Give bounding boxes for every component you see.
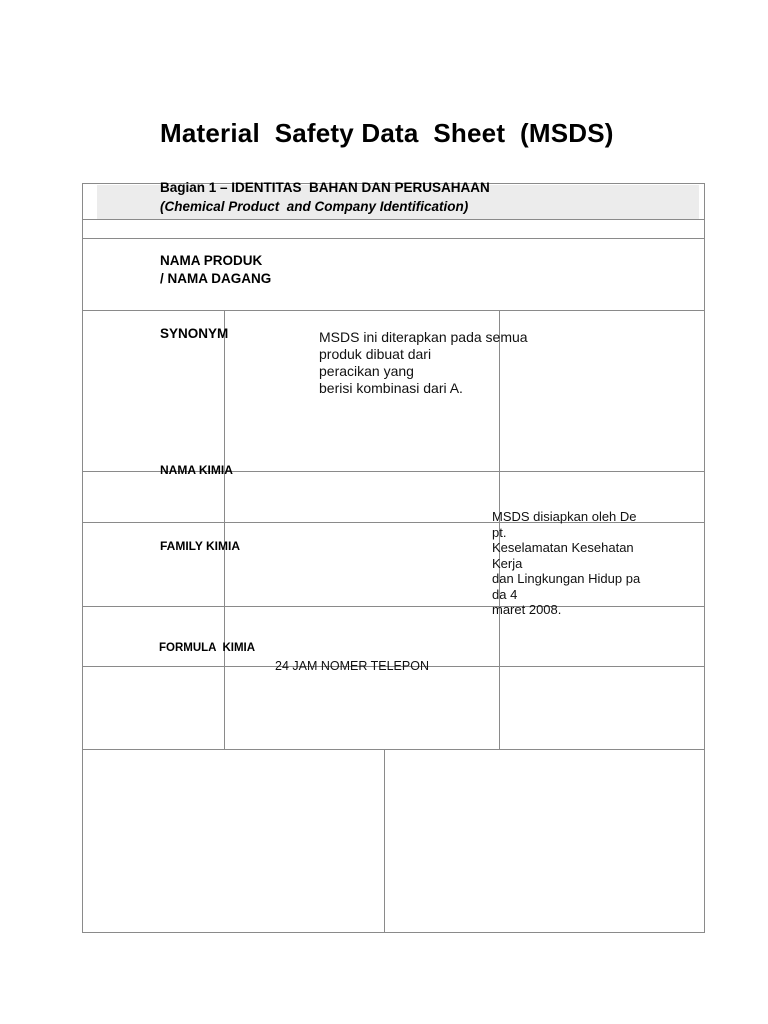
note-line: MSDS disiapkan oleh De [492, 509, 637, 524]
trade-name-label: / NAMA DAGANG [160, 271, 272, 286]
note-line: pt. [492, 524, 507, 540]
table-bottom-border [82, 932, 704, 933]
note-line: produk dibuat dari [319, 346, 432, 362]
emergency-phone-label: 24 JAM NOMER TELEPON [275, 659, 429, 673]
synonym-label: SYNONYM [160, 326, 229, 341]
column-divider [384, 749, 385, 932]
note-line: dan Lingkungan Hidup pa [492, 571, 641, 586]
product-name-label: NAMA PRODUK [160, 253, 263, 268]
note-line: peracikan yang [319, 363, 414, 379]
chemical-formula-label: FORMULA KIMIA [159, 642, 256, 654]
table-left-border [82, 183, 83, 933]
applies-to-note [319, 329, 528, 397]
column-divider [224, 310, 225, 749]
chemical-name-label: NAMA KIMIA [160, 463, 233, 477]
prepared-by-note [492, 509, 640, 618]
row-divider [82, 749, 704, 750]
note-line: Kerja [492, 555, 523, 571]
note-line: da 4 [492, 586, 518, 602]
row-divider [82, 238, 704, 239]
table-right-border [704, 183, 705, 933]
section-subheading: (Chemical Product and Company Identification) [160, 199, 469, 214]
section-heading: Bagian 1 – IDENTITAS BAHAN DAN PERUSAHAAN [160, 180, 490, 195]
document-title: Material Safety Data Sheet (MSDS) [160, 118, 614, 148]
note-line: berisi kombinasi dari A. [319, 380, 463, 396]
row-divider [82, 310, 704, 311]
note-line: MSDS ini diterapkan pada semua [319, 329, 528, 345]
row-divider [82, 219, 704, 220]
note-line: Keselamatan Kesehatan [492, 540, 634, 555]
note-line: maret 2008. [492, 602, 562, 617]
chemical-family-label: FAMILY KIMIA [160, 539, 241, 553]
